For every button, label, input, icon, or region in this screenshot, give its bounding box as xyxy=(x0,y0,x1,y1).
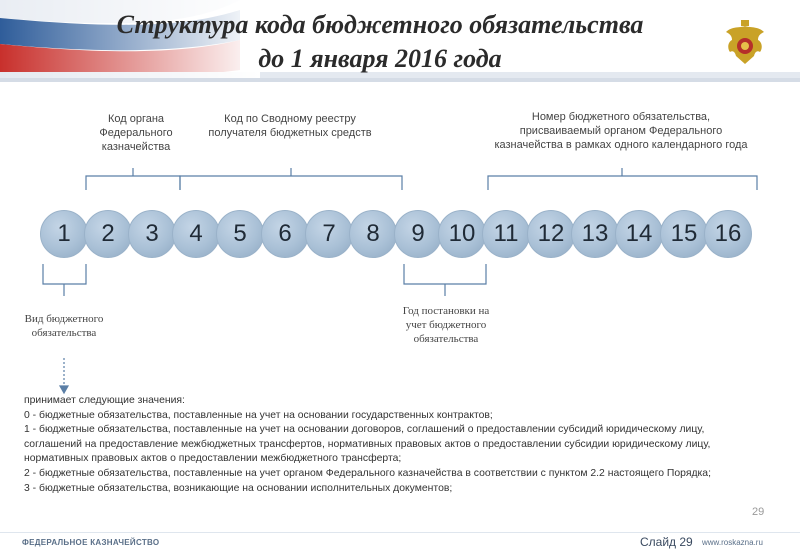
digit-circle: 1 xyxy=(40,210,88,258)
digit-circle: 9 xyxy=(394,210,442,258)
page-number: 29 xyxy=(752,506,765,518)
bracket-registration-year xyxy=(404,264,486,296)
digit-circle: 4 xyxy=(172,210,220,258)
digit-circle: 6 xyxy=(261,210,309,258)
title-line-1: Структура кода бюджетного обязательства xyxy=(116,10,644,39)
digit-circle: 8 xyxy=(349,210,397,258)
bracket-treasury-body xyxy=(86,168,180,190)
bracket-registry-code xyxy=(180,168,402,190)
digit-circle: 13 xyxy=(571,210,619,258)
slide-header xyxy=(0,0,800,82)
label-registration-year: Год постановки на учет бюджетного обязательства xyxy=(402,305,490,345)
digit-circle: 2 xyxy=(84,210,132,258)
slide-footer xyxy=(0,532,800,554)
digit-circle: 15 xyxy=(660,210,708,258)
label-obligation-number: Номер бюджетного обязательства, присваиваемый органом Федерального казначейства в рамках одного календарного года xyxy=(494,111,748,151)
description-item-3: 3 - бюджетные обязательства, возникающие на основании исполнительных документов; xyxy=(24,482,453,494)
digit-circle: 3 xyxy=(128,210,176,258)
footer-url[interactable]: www.roskazna.ru xyxy=(702,538,763,547)
label-obligation-type: Вид бюджетного обязательства xyxy=(24,313,104,339)
values-description xyxy=(24,394,724,496)
description-intro: принимает следующие значения: xyxy=(24,395,185,406)
description-item-2: 2 - бюджетные обязательства, поставленные на учет органом Федерального казначейства в соответствии с пунктом 2.2 настоящего Порядка; xyxy=(24,467,711,479)
digit-circle: 14 xyxy=(615,210,663,258)
slide-title xyxy=(80,8,680,76)
digit-circle: 12 xyxy=(527,210,575,258)
footer-slide-number: Слайд 29 xyxy=(640,535,693,549)
dotted-arrow xyxy=(60,358,68,393)
title-line-2: до 1 января 2016 года xyxy=(258,44,502,73)
digit-circle: 11 xyxy=(482,210,530,258)
digit-circle: 16 xyxy=(704,210,752,258)
digit-circle: 7 xyxy=(305,210,353,258)
code-digits xyxy=(40,210,770,258)
description-item-0: 0 - бюджетные обязательства, поставленные на учет на основании государственных контрактов; xyxy=(24,409,493,421)
footer-org: ФЕДЕРАЛЬНОЕ КАЗНАЧЕЙСТВО xyxy=(22,538,160,547)
description-item-1: 1 - бюджетные обязательства, поставленные на учет на основании договоров, соглашений о предоставлении субсидий юридическому лицу, соглашений на предоставление межбюджетных трансфертов, нормативных правовых актов о предоставлении субсидии юридическому лицу, нормативных правовых актов о предоставлении межбюджетного трансферта; xyxy=(24,424,711,465)
bracket-obligation-type xyxy=(43,264,86,296)
emblem-icon xyxy=(718,18,772,72)
digit-circle: 5 xyxy=(216,210,264,258)
digit-circle: 10 xyxy=(438,210,486,258)
bracket-obligation-number xyxy=(488,168,757,190)
label-registry-code: Код по Сводному реестру получателя бюджетных средств xyxy=(208,113,372,139)
label-treasury-body: Код органа Федерального казначейства xyxy=(99,113,173,153)
